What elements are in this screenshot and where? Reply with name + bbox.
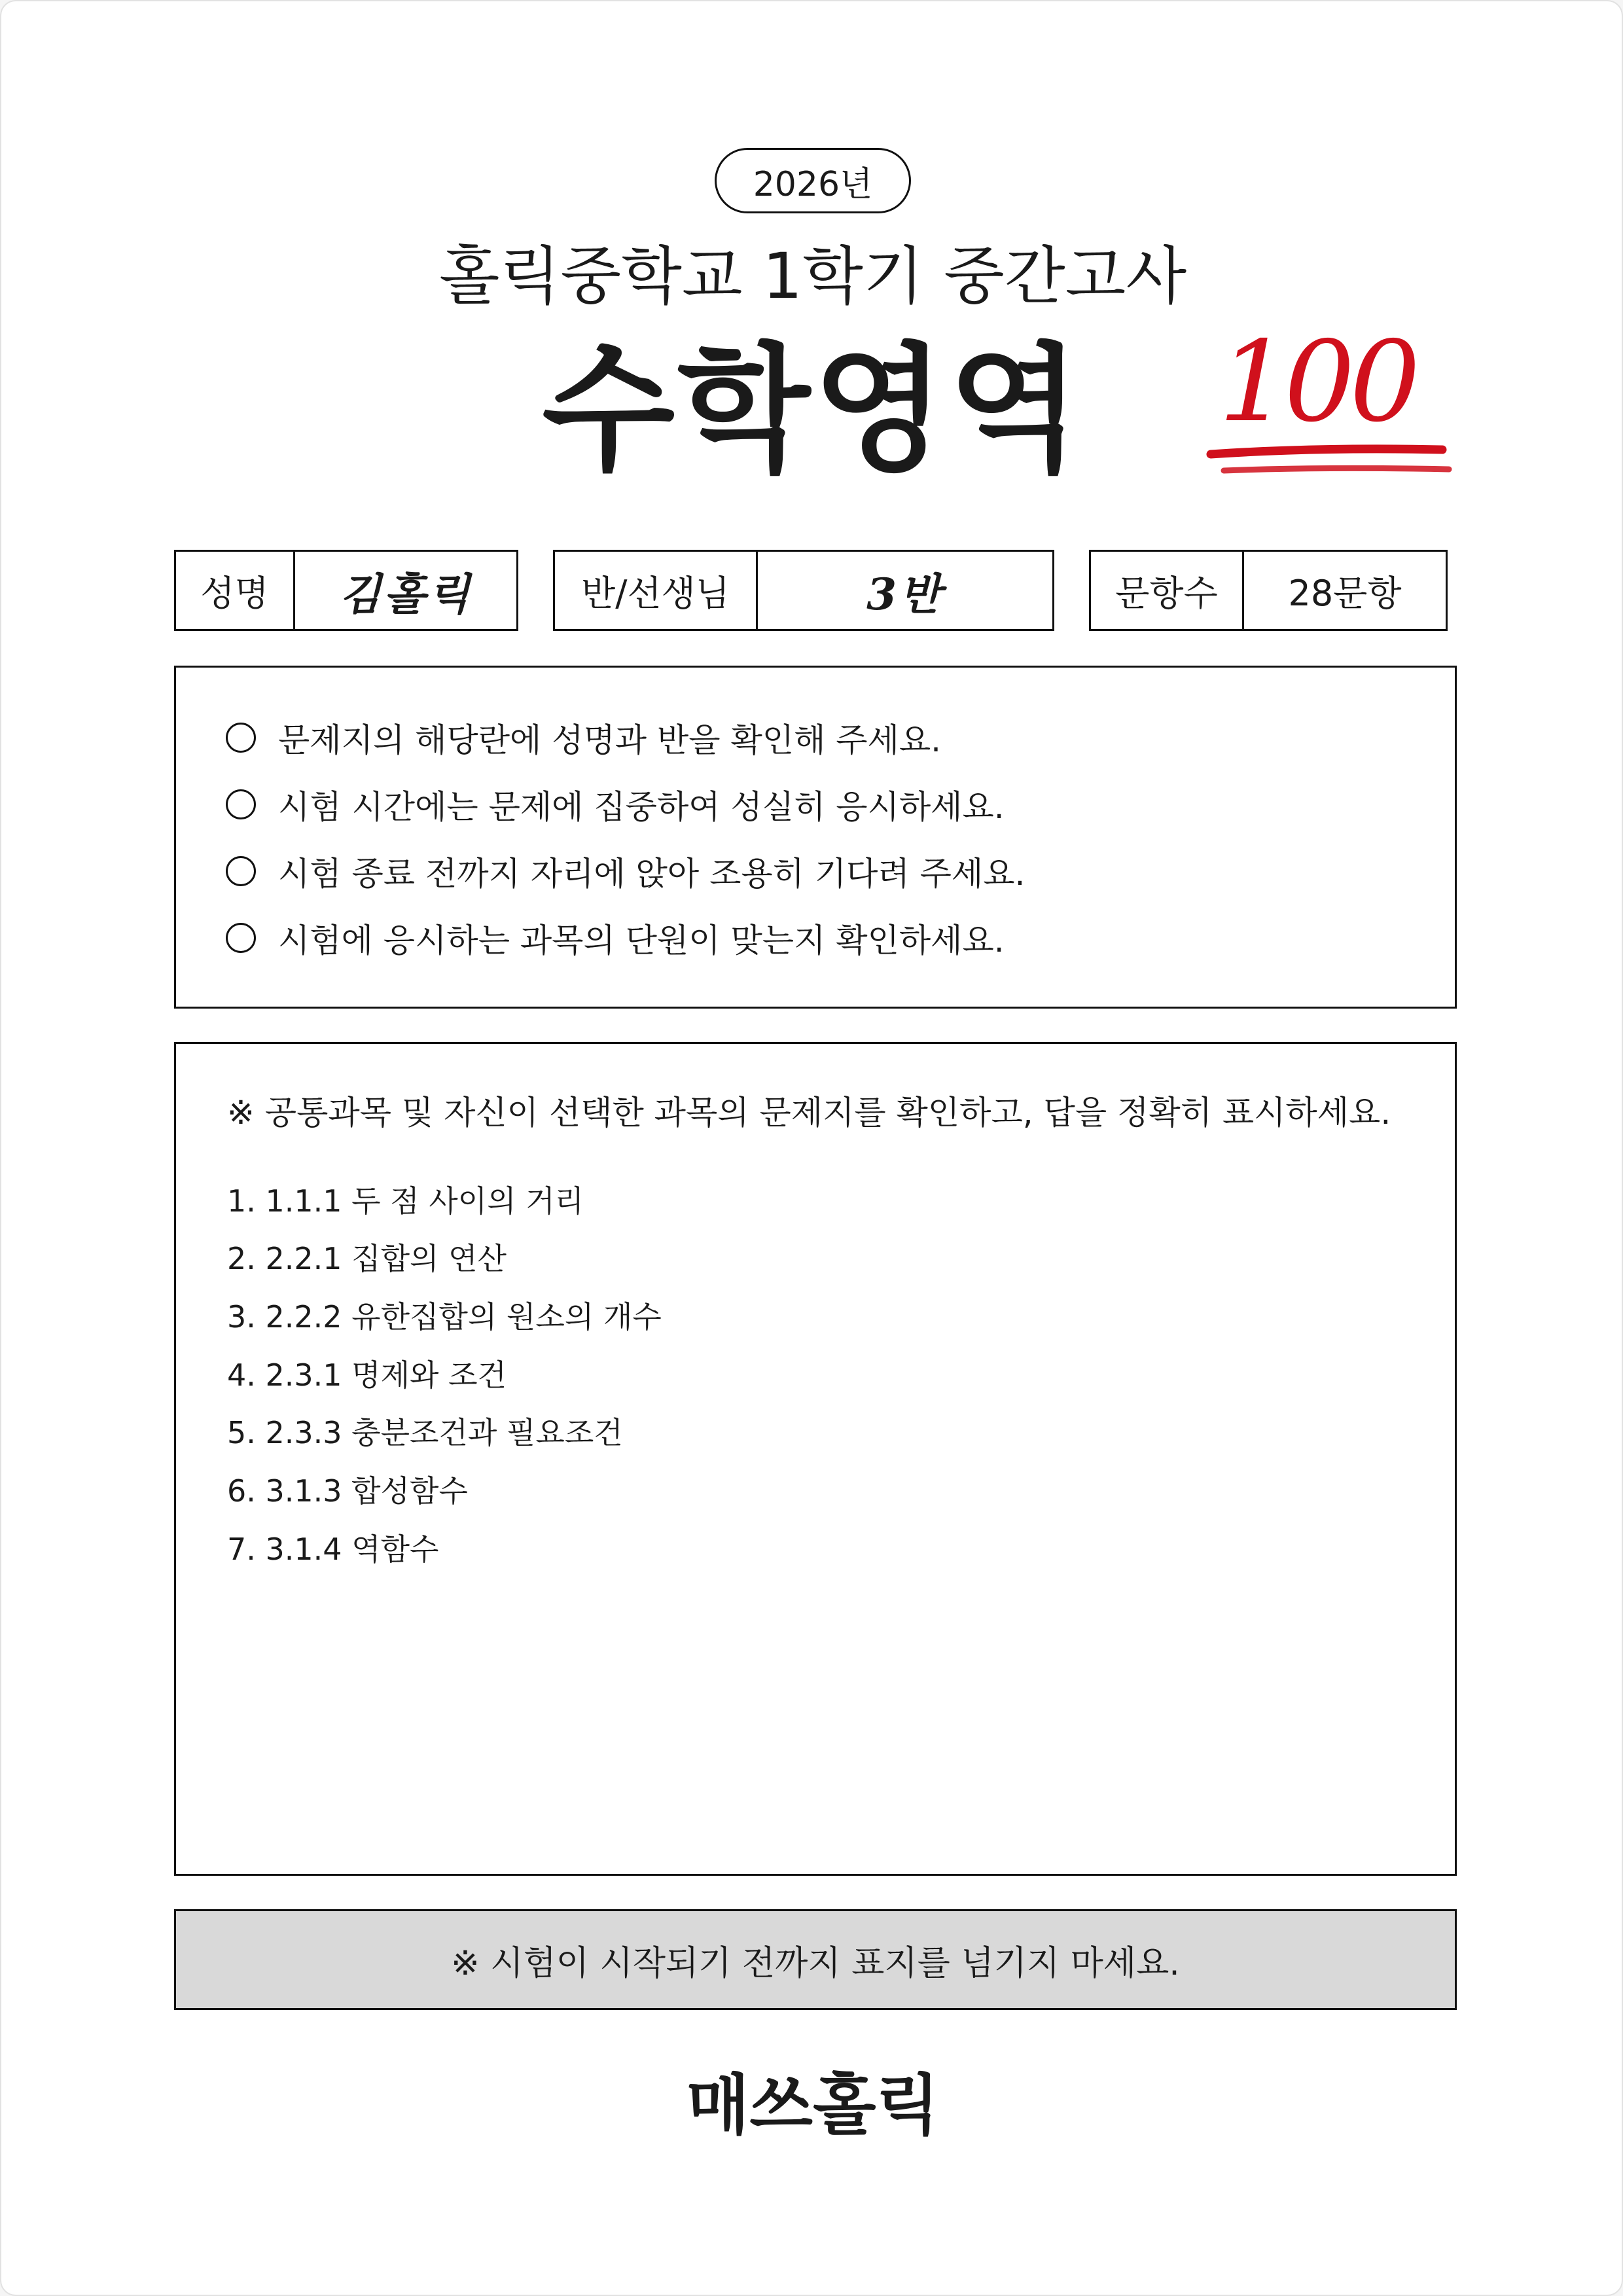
circle-bullet-icon [226, 723, 256, 753]
circle-bullet-icon [226, 923, 256, 953]
question-count-label: 문항수 [1091, 552, 1244, 629]
exam-title: 홀릭중학교 1학기 중간고사 [438, 240, 1187, 313]
name-box [174, 550, 518, 631]
circle-bullet-icon [226, 789, 256, 819]
topics-box [174, 1042, 1457, 1876]
name-value: 김홀릭 [339, 568, 473, 620]
topic-item: 2. 2.2.1 집합의 연산 [227, 1241, 507, 1276]
circle-bullet-icon [226, 856, 256, 886]
instructions-box [174, 666, 1457, 1009]
instruction-item [226, 778, 1005, 831]
instruction-text: 시험 시간에는 문제에 집중하여 성실히 응시하세요. [278, 788, 1005, 826]
subject-title: 수학영역 [542, 330, 1084, 490]
topic-item: 3. 2.2.2 유한집합의 원소의 개수 [227, 1299, 662, 1335]
brand-logo: 매쓰홀릭 [686, 2067, 940, 2144]
score-text: 100 [1219, 325, 1416, 447]
instruction-text: 시험에 응시하는 과목의 단원이 맞는지 확인하세요. [278, 922, 1005, 960]
topic-item: 1. 1.1.1 두 점 사이의 거리 [227, 1183, 584, 1219]
hundred-points-icon [1205, 325, 1467, 495]
instruction-text: 시험 종료 전까지 자리에 앉아 조용히 기다려 주세요. [278, 855, 1026, 893]
question-count-value: 28문항 [1288, 572, 1402, 614]
class-box [553, 550, 1054, 631]
class-value: 3반 [866, 568, 944, 620]
topic-item: 5. 2.3.3 충분조건과 필요조건 [227, 1415, 623, 1450]
instruction-item [226, 845, 1025, 897]
footer-notice: ※ 시험이 시작되기 전까지 표지를 넘기지 마세요. [174, 1909, 1457, 2010]
topic-item: 7. 3.1.4 역함수 [227, 1532, 439, 1567]
topic-item: 6. 3.1.3 합성함수 [227, 1473, 468, 1509]
topic-item: 4. 2.3.1 명제와 조건 [227, 1357, 507, 1393]
instruction-text: 문제지의 해당란에 성명과 반을 확인해 주세요. [278, 721, 942, 759]
topics-notice: ※ 공통과목 및 자신이 선택한 과목의 문제지를 확인하고, 답을 정확히 표시하세요. [227, 1094, 1391, 1132]
name-label: 성명 [176, 552, 295, 629]
class-label: 반/선생님 [555, 552, 758, 629]
instruction-item [226, 912, 1005, 964]
question-count-box [1089, 550, 1448, 631]
instruction-item [226, 711, 941, 764]
year-badge: 2026년 [715, 148, 911, 213]
